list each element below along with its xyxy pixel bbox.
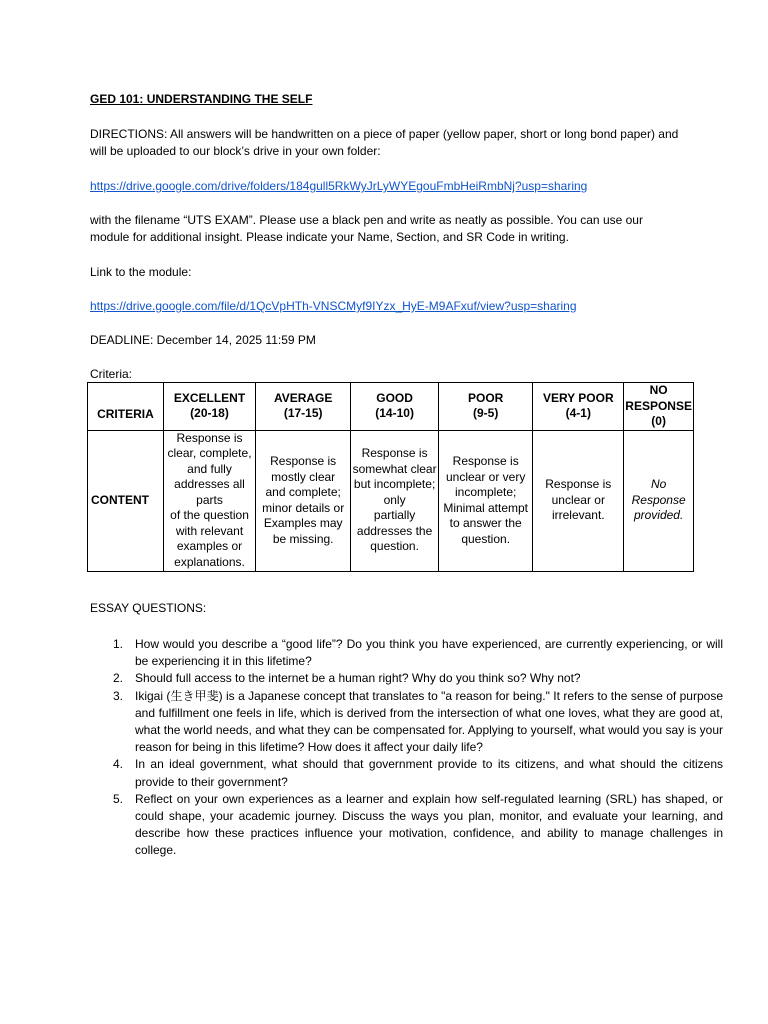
essay-question: 2. Should full access to the internet be a human right? Why do you think so? Why not?	[113, 671, 581, 686]
module-label: Link to the module:	[90, 265, 192, 279]
rubric-column-very-poor: VERY POOR (4-1)	[533, 383, 624, 431]
rubric-cell-very-poor: Response is unclear or irrelevant.	[533, 430, 624, 571]
criteria-label: Criteria:	[90, 367, 133, 381]
rubric-column-good: GOOD (14-10)	[351, 383, 439, 431]
rubric-corner-header: CRITERIA	[88, 383, 164, 431]
rubric-column-excellent: EXCELLENT (20-18)	[163, 383, 255, 431]
rubric-cell-good: Response is somewhat clear but incomplete; only partially addresses the question.	[351, 430, 439, 571]
module-link[interactable]: https://drive.google.com/file/d/1QcVpHTh-VNSCMyf9IYzx_HyE-M9AFxuf/view?usp=sharing	[90, 299, 577, 313]
essay-heading: ESSAY QUESTIONS:	[90, 601, 207, 615]
filename-instructions: with the filename “UTS EXAM”. Please use a black pen and write as neatly as possible. You can use our module for additional insight. Please indicate your Name, Section, and SR Code in writing.	[90, 213, 643, 244]
deadline-text: DEADLINE: December 14, 2025 11:59 PM	[90, 333, 316, 347]
rubric-table	[87, 382, 694, 572]
document-title: GED 101: UNDERSTANDING THE SELF	[90, 92, 313, 106]
rubric-column-poor: POOR (9-5)	[439, 383, 533, 431]
essay-question: 4. In an ideal government, what should that government provide to its citizens, and what should the citizens provide to their government?	[113, 757, 723, 789]
rubric-cell-excellent: Response is clear, complete, and fully addresses all parts of the question with relevant examples or explanations.	[163, 430, 255, 571]
rubric-content-row	[88, 430, 694, 571]
essay-question: 3. Ikigai (生き甲斐) is a Japanese concept that translates to "a reason for being." It refers to the sense of purpose and fulfillment one feels in life, which is derived from the intersection of what one loves, what they are good at, what the world needs, and what they can be compensated for. Applying to yourself, what would you say is your reason for being in this lifetime? How does it affect your daily life?	[113, 688, 723, 755]
rubric-column-no-response: NO RESPONSE (0)	[625, 383, 692, 428]
essay-question: 5. Reflect on your own experiences as a learner and explain how self-regulated learning (SRL) has shaped, or could shape, your academic journey. Discuss the ways you plan, monitor, and evaluate your learning, and describe how these practices influence your motivation, confidence, and ability to manage challenges in college.	[113, 791, 723, 858]
rubric-cell-average: Response is mostly clear and complete; minor details or Examples may be missing.	[256, 430, 351, 571]
rubric-row-label: CONTENT	[88, 430, 164, 571]
rubric-header-row	[88, 383, 694, 431]
rubric-cell-no-response: No Response provided.	[624, 430, 694, 571]
drive-folder-link[interactable]: https://drive.google.com/drive/folders/184gull5RkWyJrLyWYEgouFmbHeiRmbNj?usp=sharing	[90, 179, 588, 193]
essay-question-list	[90, 636, 723, 860]
directions-text: DIRECTIONS: All answers will be handwritten on a piece of paper (yellow paper, short or long bond paper) and will be uploaded to our block’s drive in your own folder:	[90, 127, 679, 158]
rubric-cell-poor: Response is unclear or very incomplete; Minimal attempt to answer the question.	[439, 430, 533, 571]
rubric-column-average: AVERAGE (17-15)	[256, 383, 351, 431]
essay-question: 1. How would you describe a “good life”? Do you think you have experienced, are currently experiencing, or will be experiencing it in this lifetime?	[113, 637, 723, 669]
